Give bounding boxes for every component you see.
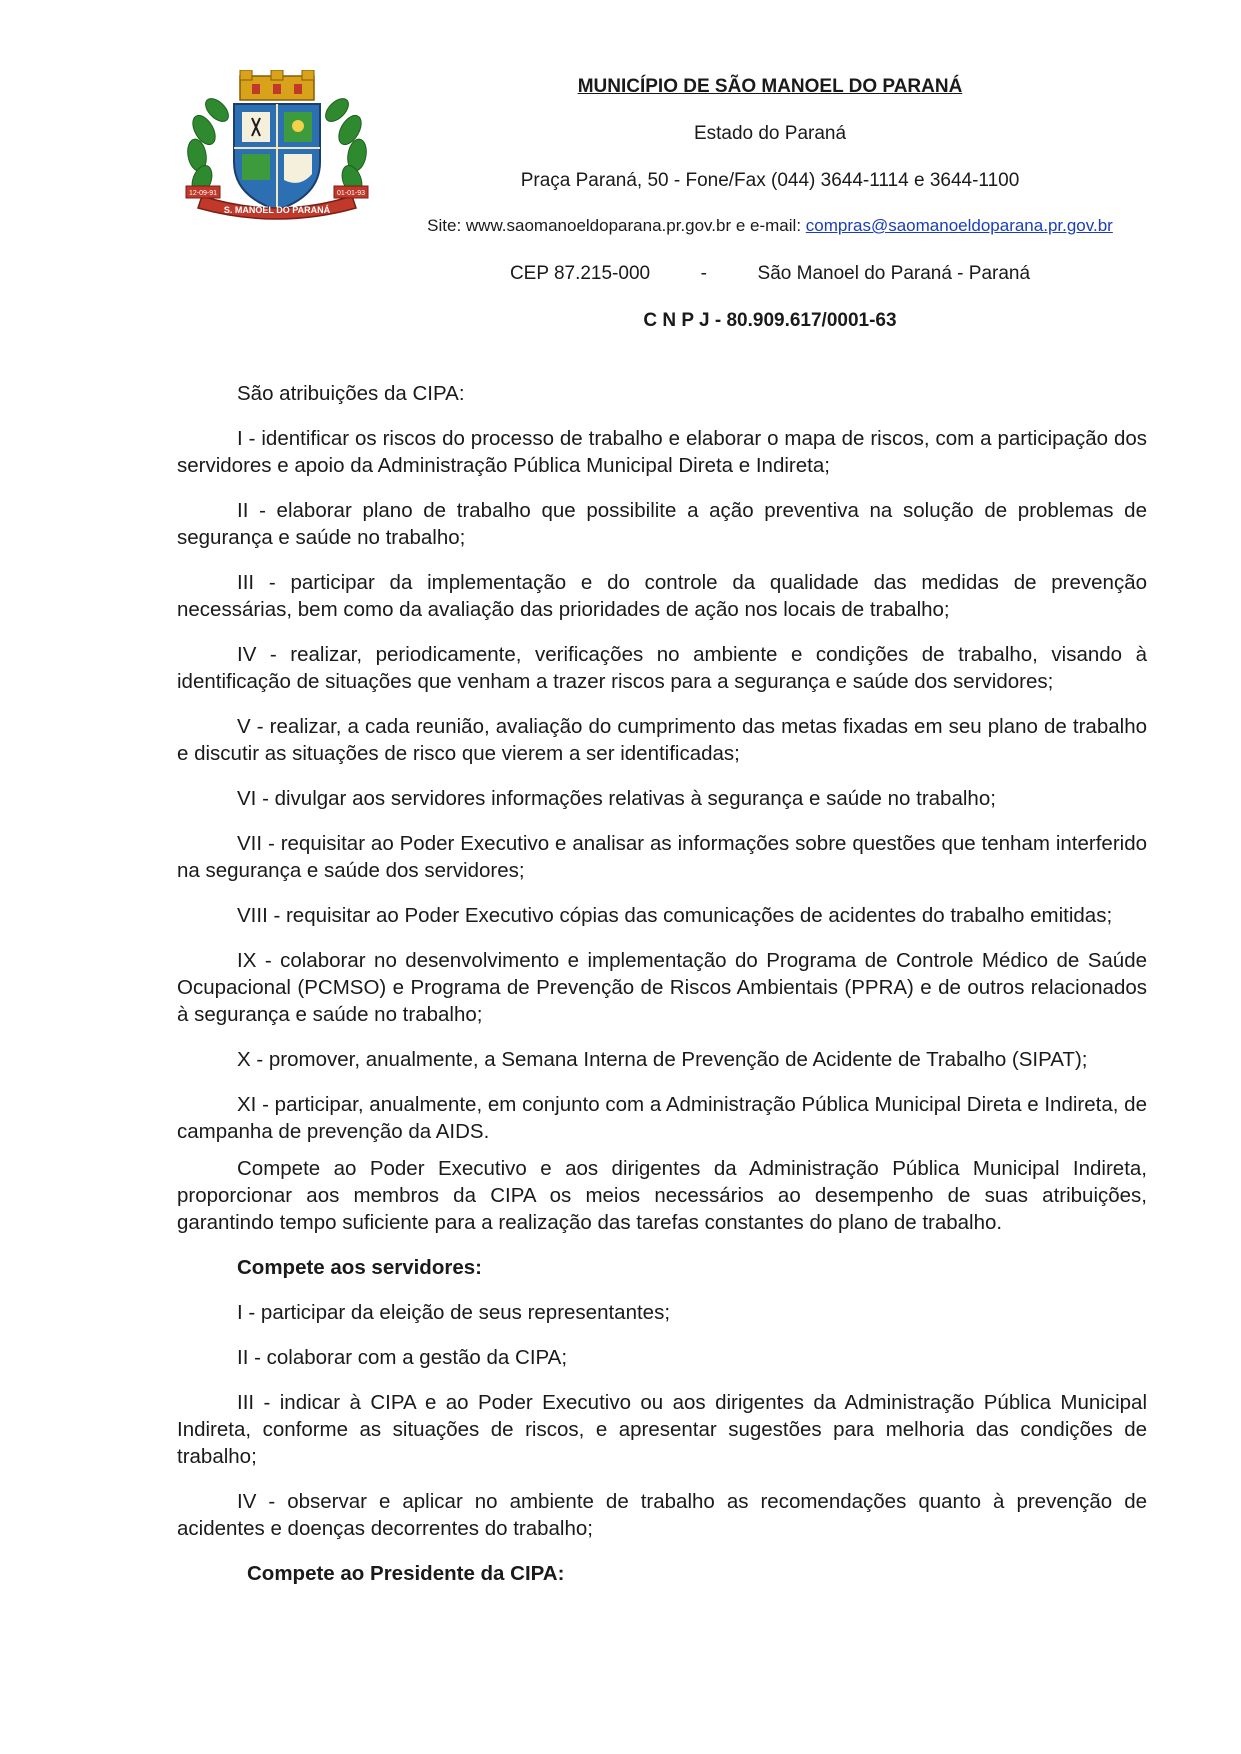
- site-email-line: [380, 216, 1160, 236]
- document-body: [177, 380, 1147, 1587]
- servidores-item: I - participar da eleição de seus representantes;: [237, 1301, 671, 1324]
- cep-text: CEP 87.215-000: [509, 263, 651, 284]
- city-text: São Manoel do Paraná - Paraná: [757, 263, 1031, 284]
- presidente-heading: Compete ao Presidente da CIPA:: [247, 1562, 565, 1585]
- attribution-item: III - participar da implementação e do controle da qualidade das medidas de prevenção necessárias, bem como da avaliação das prioridades de ação nos locais de trabalho;: [177, 571, 1147, 621]
- servidores-item: III - indicar à CIPA e ao Poder Executivo ou aos dirigentes da Administração Pública Municipal Indireta, conforme as situações de riscos, e apresentar sugestões para melhoria das condições de trabalho;: [177, 1391, 1147, 1468]
- attribution-item: I - identificar os riscos do processo de trabalho e elaborar o mapa de riscos, com a participação dos servidores e apoio da Administração Pública Municipal Direta e Indireta;: [177, 427, 1147, 477]
- cep-separator: -: [700, 263, 707, 284]
- attribution-item: IV - realizar, periodicamente, verificações no ambiente e condições de trabalho, visando à identificação de situações que venham a trazer riscos para a segurança e saúde dos servidores;: [177, 643, 1147, 693]
- crest-date-right: 01-01-93: [336, 190, 366, 197]
- attribution-item: IX - colaborar no desenvolvimento e implementação do Programa de Controle Médico de Saúde Ocupacional (PCMSO) e Programa de Prevenção de Riscos Ambientais (PPRA) e de outros relacionados à segurança e saúde no trabalho;: [177, 949, 1147, 1026]
- servidores-heading: Compete aos servidores:: [237, 1256, 482, 1279]
- compete-executivo-paragraph: Compete ao Poder Executivo e aos dirigentes da Administração Pública Municipal Indireta, proporcionar aos membros da CIPA os meios necessários ao desempenho de suas atribuições, garantindo tempo suficiente para a realização das tarefas constantes do plano de trabalho.: [177, 1157, 1147, 1234]
- crest-band-text: S. MANOEL DO PARANÁ: [223, 205, 331, 215]
- crest-date-left: 12-09-91: [188, 190, 218, 197]
- municipal-crest-logo: [182, 70, 372, 226]
- attribution-item: X - promover, anualmente, a Semana Interna de Prevenção de Acidente de Trabalho (SIPAT);: [237, 1048, 1088, 1071]
- municipality-title: MUNICÍPIO DE SÃO MANOEL DO PARANÁ: [577, 76, 963, 97]
- site-text: Site: www.saomanoeldoparana.pr.gov.br e e-mail:: [427, 216, 806, 235]
- servidores-item: IV - observar e aplicar no ambiente de trabalho as recomendações quanto à prevenção de acidentes e doenças decorrentes do trabalho;: [177, 1490, 1147, 1540]
- intro-paragraph: São atribuições da CIPA:: [237, 382, 465, 405]
- attribution-item: V - realizar, a cada reunião, avaliação do cumprimento das metas fixadas em seu plano de trabalho e discutir as situações de risco que vierem a ser identificadas;: [177, 715, 1147, 765]
- attribution-item: VI - divulgar aos servidores informações relativas à segurança e saúde no trabalho;: [237, 787, 996, 810]
- letterhead: [0, 0, 1241, 360]
- attribution-item: XI - participar, anualmente, em conjunto com a Administração Pública Municipal Direta e Indireta, de campanha de prevenção da AIDS.: [177, 1093, 1147, 1143]
- address-line: Praça Paraná, 50 - Fone/Fax (044) 3644-1114 e 3644-1100: [520, 170, 1020, 191]
- email-link[interactable]: compras@saomanoeldoparana.pr.gov.br: [805, 216, 1113, 235]
- cnpj-line: C N P J - 80.909.617/0001-63: [643, 310, 897, 331]
- attribution-item: VIII - requisitar ao Poder Executivo cópias das comunicações de acidentes do trabalho emitidas;: [237, 904, 1113, 927]
- servidores-item: II - colaborar com a gestão da CIPA;: [237, 1346, 568, 1369]
- cep-line: [380, 263, 1160, 285]
- state-line: Estado do Paraná: [693, 123, 847, 144]
- attribution-item: VII - requisitar ao Poder Executivo e analisar as informações sobre questões que tenham interferido na segurança e saúde dos servidores;: [177, 832, 1147, 882]
- attribution-item: II - elaborar plano de trabalho que possibilite a ação preventiva na solução de problemas de segurança e saúde no trabalho;: [177, 499, 1147, 549]
